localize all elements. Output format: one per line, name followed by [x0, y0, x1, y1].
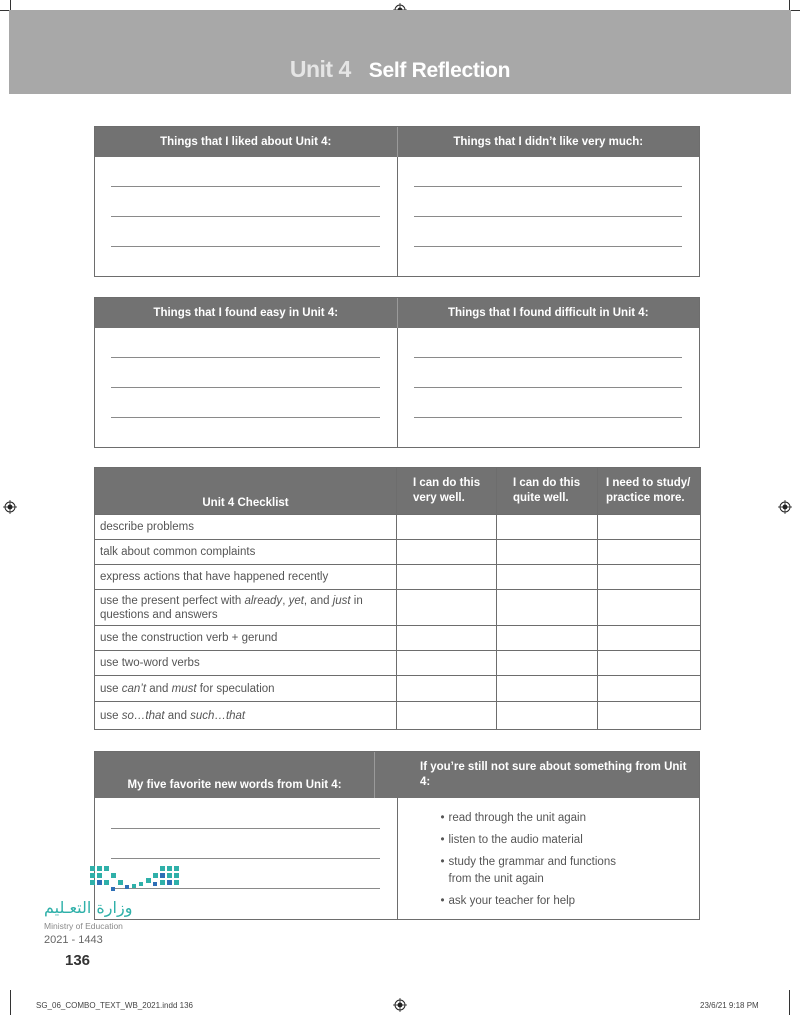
skill-text-italic: must [171, 682, 197, 695]
not-sure-heading: If you’re still not sure about something from Unit 4: [374, 752, 699, 798]
check-cell[interactable] [497, 515, 598, 540]
check-cell[interactable] [598, 540, 701, 565]
skill-cell [95, 565, 397, 590]
check-cell[interactable] [497, 540, 598, 565]
list-item: • read through the unit again [441, 810, 631, 827]
check-cell[interactable] [497, 590, 598, 626]
check-cell[interactable] [598, 651, 701, 676]
writing-line [111, 357, 380, 358]
check-cell[interactable] [497, 565, 598, 590]
skill-text: use [100, 709, 122, 722]
crop-mark [789, 990, 790, 1015]
writing-line [414, 357, 683, 358]
writing-line [414, 186, 683, 187]
check-cell[interactable] [397, 626, 497, 651]
difficult-writing-area[interactable] [397, 328, 700, 447]
check-cell[interactable] [497, 702, 598, 730]
list-item: • ask your teacher for help [441, 893, 631, 910]
table-row [95, 515, 701, 540]
check-cell[interactable] [598, 626, 701, 651]
skill-text-italic: can’t [121, 682, 147, 695]
list-item: • study the grammar and functions from the unit again [441, 854, 631, 888]
box-body [95, 157, 699, 276]
check-cell[interactable] [397, 676, 497, 702]
check-cell[interactable] [397, 515, 497, 540]
writing-line [414, 387, 683, 388]
check-cell[interactable] [397, 540, 497, 565]
page-number: 136 [65, 952, 91, 969]
skill-text: express actions that have happened recently [100, 571, 329, 583]
skill-cell [95, 540, 397, 565]
crop-mark [10, 990, 11, 1015]
box-header [95, 127, 699, 157]
col-quite-well: I can do this quite well. [497, 468, 598, 515]
unit-number: Unit 4 [289, 56, 351, 82]
skill-text: use [100, 682, 122, 695]
check-cell[interactable] [598, 565, 701, 590]
writing-line [414, 417, 683, 418]
crop-mark [10, 0, 11, 10]
skill-text: for speculation [196, 682, 275, 695]
skill-text: , [282, 594, 289, 607]
skill-text-italic: such…that [190, 709, 246, 722]
skill-text: and [164, 709, 191, 722]
table-row [95, 702, 701, 730]
skill-text: describe problems [100, 521, 194, 533]
skill-text-italic: already [244, 594, 283, 607]
box-body [95, 328, 699, 447]
crop-mark [789, 0, 790, 10]
liked-writing-area[interactable] [95, 157, 397, 276]
liked-reflection-box [94, 126, 700, 277]
table-row [95, 590, 701, 626]
check-cell[interactable] [598, 702, 701, 730]
col-study-more: I need to study/ practice more. [598, 468, 701, 515]
writing-line [111, 216, 380, 217]
writing-line [414, 246, 683, 247]
skill-cell [95, 651, 397, 676]
difficult-heading: Things that I found difficult in Unit 4: [397, 298, 700, 328]
liked-heading: Things that I liked about Unit 4: [160, 136, 332, 148]
favorite-words-writing-area[interactable] [95, 798, 397, 919]
check-cell[interactable] [598, 676, 701, 702]
writing-line [111, 828, 380, 829]
check-cell[interactable] [397, 651, 497, 676]
table-row [95, 540, 701, 565]
writing-line [111, 417, 380, 418]
checklist-header-row [95, 468, 701, 515]
skill-text: talk about common complaints [100, 546, 256, 558]
skill-text-italic: yet [288, 594, 304, 607]
check-cell[interactable] [497, 626, 598, 651]
disliked-heading: Things that I didn’t like very much: [397, 127, 700, 157]
skill-cell [95, 515, 397, 540]
table-row [95, 565, 701, 590]
slug-date-info: 23/6/21 9:18 PM [700, 1001, 759, 1010]
writing-line [111, 858, 380, 859]
registration-mark-icon [3, 500, 17, 514]
check-cell[interactable] [397, 565, 497, 590]
easy-reflection-box [94, 297, 700, 448]
slug-file-info: SG_06_COMBO_TEXT_WB_2021.indd 136 [36, 1001, 193, 1010]
check-cell[interactable] [497, 676, 598, 702]
page-title [0, 54, 800, 88]
skill-cell [95, 590, 397, 626]
writing-line [414, 216, 683, 217]
registration-mark-icon [393, 998, 407, 1012]
skill-text: , and [303, 594, 333, 607]
skill-cell [95, 626, 397, 651]
skill-text-italic: just [332, 594, 351, 607]
col-very-well: I can do this very well. [397, 468, 497, 515]
ministry-logo-icon [88, 864, 180, 894]
box-header [95, 752, 699, 798]
favorite-words-heading: My five favorite new words from Unit 4: [127, 779, 342, 791]
check-cell[interactable] [497, 651, 598, 676]
writing-line [111, 246, 380, 247]
skill-cell [95, 702, 397, 730]
easy-writing-area[interactable] [95, 328, 397, 447]
skill-cell [95, 676, 397, 702]
writing-line [111, 186, 380, 187]
ministry-name-arabic: وزارة التعـليم [44, 898, 133, 917]
ministry-name-english: Ministry of Education [44, 921, 123, 931]
check-cell[interactable] [397, 702, 497, 730]
check-cell[interactable] [397, 590, 497, 626]
tips-list [441, 810, 631, 915]
list-item: • listen to the audio material [441, 832, 631, 849]
crop-mark [790, 10, 800, 11]
check-cell[interactable] [598, 590, 701, 626]
writing-line [111, 387, 380, 388]
checklist-heading: Unit 4 Checklist [95, 468, 397, 515]
skill-text: in questions and answers [100, 594, 363, 621]
easy-heading: Things that I found easy in Unit 4: [153, 307, 339, 319]
skill-text: use two-word verbs [100, 657, 200, 669]
edition-year: 2021 - 1443 [44, 934, 103, 946]
box-body [95, 798, 699, 919]
disliked-writing-area[interactable] [397, 157, 700, 276]
table-row [95, 676, 701, 702]
favorite-words-box [94, 751, 700, 920]
skill-text-italic: so…that [121, 709, 165, 722]
skill-text: use the construction verb + gerund [100, 632, 278, 644]
check-cell[interactable] [598, 515, 701, 540]
registration-mark-icon [778, 500, 792, 514]
skill-text: use the present perfect with [100, 594, 245, 607]
unit-checklist-table [94, 467, 701, 730]
table-row [95, 626, 701, 651]
skill-text: and [146, 682, 172, 695]
unit-title: Self Reflection [368, 59, 511, 82]
box-header [95, 298, 699, 328]
tips-area [397, 798, 700, 919]
table-row [95, 651, 701, 676]
